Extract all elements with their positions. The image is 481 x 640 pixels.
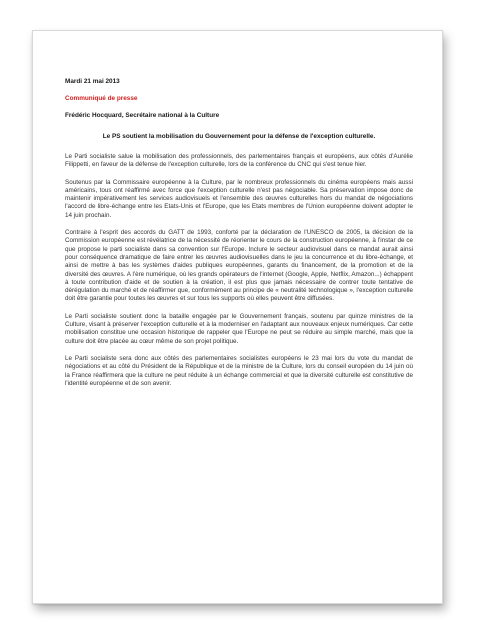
paragraph: Le Parti socialiste sera donc aux côtés des parlementaires socialistes européens le 23 mai lors du vote du mandat de négociations et au côté du Président de la République et de la ministre de la Culture, lors du conseil européen du 14 juin où la France réaffirmera que la culture ne peut réduite à un échange commercial et que la diversité culturelle est constitutive de l'identité européenne et de son avenir. <box>65 354 413 387</box>
document-page <box>32 30 443 604</box>
document-date: Mardi 21 mai 2013 <box>65 78 120 85</box>
document-author: Frédéric Hocquard, Secrétaire national à la Culture <box>65 112 220 119</box>
paragraph: Contraire à l'esprit des accords du GATT de 1993, conforté par la déclaration de l'UNESCO de 2005, la décision de la Commission européenne est révélatrice de la nécessité de réorienter le cours de la construction européenne, à l'instar de ce que propose le parti socialiste dans sa convention sur l'Europe. Inclure le secteur audiovisuel dans ce mandat aurait ainsi pour conséquence dramatique de faire entrer les œuvres audiovisuelles dans le jeu la concurrence et du libre-échange, et ainsi de mettre à bas les systèmes d'aides publiques européennes, garants du financement, de la promotion et de la diversité des œuvres. A l'ère numérique, où les grands opérateurs de l'internet (Google, Apple, Netflix, Amazon...) échappent à toute contribution d'aide et de soutien à la création, il est plus que jamais nécessaire de contrer toute tentative de dérégulation du marché et de réaffirmer que, conformément au principe de « neutralité technologique », l'exception culturelle doit être garantie pour toutes les œuvres et sur tous les supports où elles peuvent être diffusées. <box>65 229 413 303</box>
paragraph: Le Parti socialiste soutient donc la bataille engagée par le Gouvernement français, soutenu par quinze ministres de la Culture, visant à préserver l'exception culturelle et à la moderniser en l'adaptant aux nouveaux enjeux numériques. Car cette mobilisation constitue une occasion historique de rappeler que l'Europe ne peut se réduire au simple marché, mais que la culture doit être placée au cœur même de son projet politique. <box>65 312 413 345</box>
document-title: Le PS soutient la mobilisation du Gouvernement pour la défense de l'exception culturelle. <box>102 133 376 140</box>
document-type-label: Communiqué de presse <box>65 95 138 102</box>
paragraph: Soutenus par la Commissaire européenne à la Culture, par le nombreux professionnels du cinéma européens mais aussi américains, tous ont réaffirmé avec force que l'exception culturelle n'est pas négociable. Sa préservation impose donc de maintenir impérativement les services audiovisuels et l'ensemble des œuvres culturelles hors du mandat de négociations l'accord de libre-échange entre les Etats-Unis et l'Europe, que les Etats membres de l'Union européenne doivent adopter le 14 juin prochain. <box>65 178 413 219</box>
paragraph: Le Parti socialiste salue la mobilisation des professionnels, des parlementaires français et européens, aux côtés d'Aurélie Filippetti, en faveur de la défense de l'exception culturelle, lors de la conférence du CNC qui s'est tenue hier. <box>65 153 413 169</box>
document-content <box>65 78 413 397</box>
